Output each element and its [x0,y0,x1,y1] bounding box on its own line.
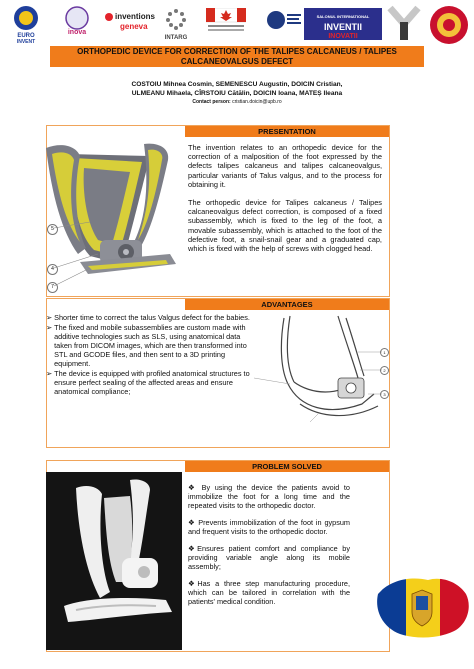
diamond-bullet-icon: ❖ [188,518,196,527]
svg-text:EURO: EURO [17,33,35,39]
romania-map-emblem [370,572,474,644]
ministry-seal-logo [266,6,302,38]
svg-text:geneva: geneva [120,22,148,31]
presentation-text [188,143,382,253]
callout-4: 4 [47,264,58,275]
arrow-bullet-icon: ➢ [46,323,53,332]
authors-line-2: ULMEANU Mihaela, CÎRSTOIU Cătălin, DOICIN Ioana, MATEȘ Ileana [131,90,343,97]
intarg-logo [162,6,190,42]
svg-text:inventions: inventions [115,12,156,21]
diamond-bullet-icon: ❖ [188,544,198,553]
svg-text:INVENT: INVENT [16,39,36,44]
advantages-item: ➢ Shorter time to correct the talus Valgus defect for the babies. [46,313,250,322]
poster-title: ORTHOPEDIC DEVICE FOR CORRECTION OF THE TALIPES CALCANEUS / TALIPES CALCANEOVALGUS DEFECT [50,46,424,67]
advantages-item: ➢ The device is equipped with profiled anatomical structures to ensure perfect sealing of the affected areas and ensure anatomical compliance; [46,369,250,396]
callout-5: 5 [47,224,58,235]
drawing-callout-1: 1 [380,348,389,357]
problem-solved-heading: PROBLEM SOLVED [185,461,389,472]
problem-item: ❖ Prevents immobilization of the foot in gypsum and frequent visits to the orthopedic doctor. [188,518,350,536]
inventions-geneva-logo [104,8,160,34]
contact-label: Contact person: [192,99,231,105]
arrow-bullet-icon: ➢ [46,313,53,322]
diamond-bullet-icon: ❖ [188,579,198,588]
contact-person [60,99,414,106]
euroinvent-star-icon [4,4,48,44]
y-emblem-logo [386,4,422,42]
presentation-paragraph-1: The invention relates to an orthopedic device for the correction of a malposition of the foot expressed by the defects talipes calcaneus and talipes calcaneovalgus, particular variants of Talus valgus, and to the process for obtaining it. [188,143,382,189]
advantages-list [46,313,250,397]
advantages-item: ➢ The fixed and mobile subassemblies are custom made with additive technologies such as SLS, using anatomical data taken from DICOM images, which are then transformed into STL and GCODE files, and then sent to a 3D printing equipment. [46,323,247,368]
euroinvent-logo [4,4,48,44]
diamond-bullet-icon: ❖ [188,483,198,492]
svg-text:INVENTII: INVENTII [323,22,363,32]
printed-orthosis-photo [46,472,182,650]
problem-solved-list [188,483,350,606]
drawing-callout-2: 2 [380,366,389,375]
arrow-bullet-icon: ➢ [46,369,53,378]
authors-line-1: COSTOIU Mihnea Cosmin, SEMENESCU Augustin, DOICIN Cristian, [131,81,343,88]
presentation-paragraph-2: The orthopedic device for Talipes calcaneus / Talipes calcaneovalgus defect correction, is composed of a fixed subassembly, which is fixed to the leg of the foot, a movable subassembly, which is attached to the foot of the defective foot, a snail-snail gear and a graduated cap, which is fixed with the help of screws with clogged head. [188,198,382,254]
advantages-heading: ADVANTAGES [185,299,389,310]
inventii-inovatii-logo [304,6,382,42]
problem-item: ❖Ensures patient comfort and compliance by providing variable angle along its mobile assembly; [188,544,351,571]
drawing-callout-3: 3 [380,390,389,399]
svg-text:SALONUL INTERNATIONAL: SALONUL INTERNATIONAL [316,14,370,19]
contact-email: cristian.doicin@upb.ro [232,99,282,105]
svg-text:INOVATII: INOVATII [328,33,358,40]
problem-item: ❖Has a three step manufacturing procedure, which can be tailored in correlation with the patients' medical condition. [188,579,350,606]
svg-text:INTARG: INTARG [164,35,188,41]
politehnica-university-logo [428,4,470,46]
problem-item: ❖ By using the device the patients avoid to immobilize the foot for a long time and the repeated visits to the orthopedic doctor. [188,483,350,510]
presentation-heading: PRESENTATION [185,126,389,137]
svg-text:inova: inova [67,29,87,36]
orthosis-technical-drawing [250,312,398,438]
callout-7: 7 [47,282,58,293]
inova-logo [57,6,97,40]
canada-flag-logo [206,8,246,34]
authors [60,80,414,98]
